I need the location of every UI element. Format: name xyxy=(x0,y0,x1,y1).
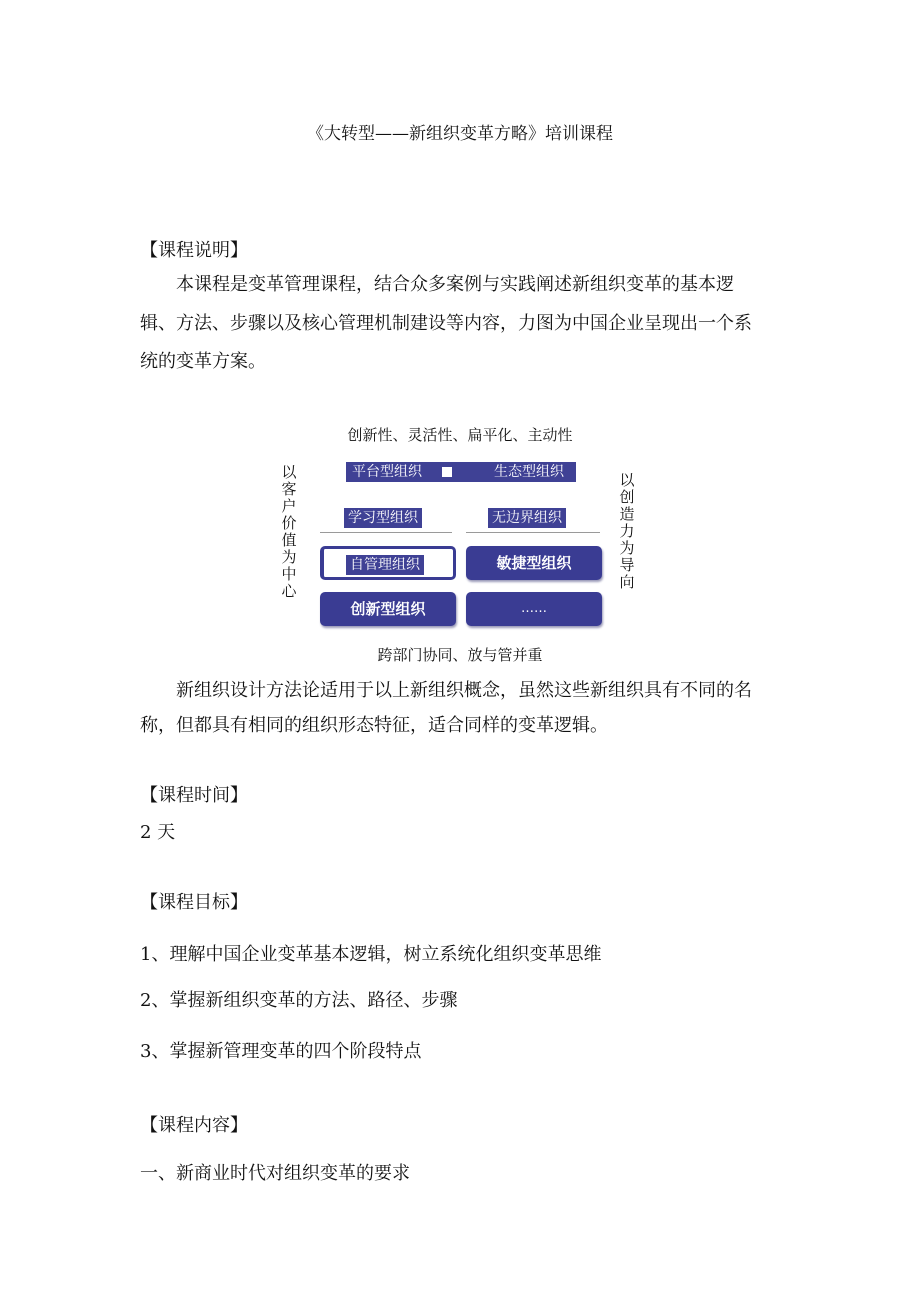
section-heading-time: 【课程时间】 xyxy=(140,785,248,806)
goal-item: 1、理解中国企业变革基本逻辑，树立系统化组织变革思维 xyxy=(140,944,602,965)
more-org-box: …… xyxy=(466,592,602,626)
document-title: 《大转型——新组织变革方略》培训课程 xyxy=(307,124,613,144)
innovation-org-box: 创新型组织 xyxy=(320,592,456,626)
agile-org-box: 敏捷型组织 xyxy=(466,546,602,580)
learning-org-label: 学习型组织 xyxy=(344,508,422,528)
diagram-top-label: 创新性、灵活性、扁平化、主动性 xyxy=(347,426,573,444)
self-managed-org-label: 自管理组织 xyxy=(346,555,424,575)
ecosystem-org-label: 生态型组织 xyxy=(494,464,564,480)
course-duration: 2 天 xyxy=(140,822,176,843)
platform-org-label: 平台型组织 xyxy=(352,464,422,480)
goal-item: 3、掌握新管理变革的四个阶段特点 xyxy=(140,1041,422,1062)
content-item: 一、新商业时代对组织变革的要求 xyxy=(140,1163,410,1184)
divider-line xyxy=(320,532,452,533)
organization-diagram xyxy=(270,420,650,670)
section-heading-goals: 【课程目标】 xyxy=(140,892,248,913)
divider-line xyxy=(466,532,600,533)
paragraph-line: 统的变革方案。 xyxy=(140,351,266,372)
paragraph-line: 本课程是变革管理课程，结合众多案例与实践阐述新组织变革的基本逻 xyxy=(176,274,734,295)
boundaryless-org-label: 无边界组织 xyxy=(488,508,566,528)
square-icon xyxy=(442,467,452,477)
self-managed-org-box xyxy=(320,546,456,580)
diagram-bottom-label: 跨部门协同、放与管并重 xyxy=(377,646,543,664)
diagram-top-bar xyxy=(346,462,576,482)
section-heading-content: 【课程内容】 xyxy=(140,1115,248,1136)
paragraph-line: 称，但都具有相同的组织形态特征，适合同样的变革逻辑。 xyxy=(140,715,608,736)
goal-item: 2、掌握新组织变革的方法、路径、步骤 xyxy=(140,990,458,1011)
diagram-left-label: 以客户价值为中心 xyxy=(281,463,297,600)
diagram-right-label: 以创造力为导向 xyxy=(619,471,635,591)
section-heading-description: 【课程说明】 xyxy=(140,240,248,261)
paragraph-line: 辑、方法、步骤以及核心管理机制建设等内容，力图为中国企业呈现出一个系 xyxy=(140,313,752,334)
paragraph-line: 新组织设计方法论适用于以上新组织概念，虽然这些新组织具有不同的名 xyxy=(176,680,752,701)
